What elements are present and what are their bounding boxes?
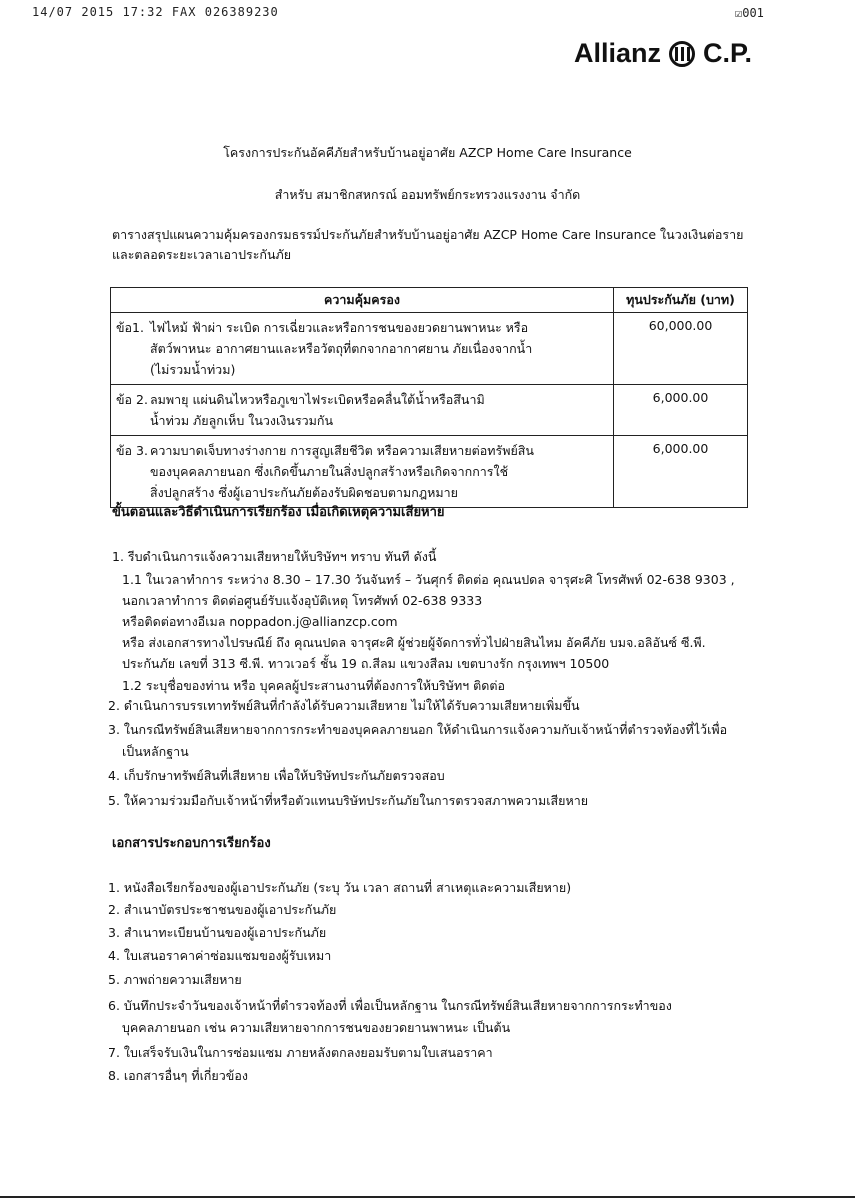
table-header-row bbox=[111, 288, 748, 313]
document-item: 2. สำเนาบัตรประชาชนของผู้เอาประกันภัย bbox=[108, 902, 337, 917]
intro-paragraph bbox=[112, 225, 772, 265]
document-item: 3. สำเนาทะเบียนบ้านของผู้เอาประกันภัย bbox=[108, 925, 327, 940]
clause-line: สิ่งปลูกสร้าง ซึ่งผู้เอาประกันภัยต้องรับผิดชอบตามกฎหมาย bbox=[150, 485, 458, 500]
claim-step: หรือติดต่อทางอีเมล noppadon.j@allianzcp.com bbox=[122, 614, 398, 629]
claim-step: 2. ดำเนินการบรรเทาทรัพย์สินที่กำลังได้รับความเสียหาย ไม่ให้ได้รับความเสียหายเพิ่มขึ้น bbox=[108, 698, 580, 713]
claim-step: เป็นหลักฐาน bbox=[122, 744, 189, 759]
document-item: 8. เอกสารอื่นๆ ที่เกี่ยวข้อง bbox=[108, 1068, 248, 1083]
claim-step: 1.2 ระบุชื่อของท่าน หรือ บุคคลผู้ประสานงานที่ต้องการให้บริษัทฯ ติดต่อ bbox=[122, 678, 506, 693]
claim-step: 1.1 ในเวลาทำการ ระหว่าง 8.30 – 17.30 วันจันทร์ – วันศุกร์ ติดต่อ คุณนปดล จารุศะศิ โทรศัพท์ 02-638 9303 , bbox=[122, 572, 735, 587]
logo-right-text: C.P. bbox=[703, 38, 753, 68]
clause-line: ความบาดเจ็บทางร่างกาย การสูญเสียชีวิต หรือความเสียหายต่อทรัพย์สิน bbox=[150, 443, 534, 458]
claim-step: ประกันภัย เลขที่ 313 ซี.พี. ทาวเวอร์ ชั้น 19 ถ.สีลม แขวงสีลม เขตบางรัก กรุงเทพฯ 10500 bbox=[122, 656, 610, 671]
claims-heading: ขั้นตอนและวิธีดำเนินการเรียกร้อง เมื่อเกิดเหตุความเสียหาย bbox=[112, 505, 445, 520]
claim-step: หรือ ส่งเอกสารทางไปรษณีย์ ถึง คุณนปดล จารุศะศิ ผู้ช่วยผู้จัดการทั่วไปฝ่ายสินไหม อัคคีภัย บมจ.อลิอันซ์ ซี.พี. bbox=[122, 635, 706, 650]
clause-line: ไฟไหม้ ฟ้าผ่า ระเบิด การเฉี่ยวและหรือการชนของยวดยานพาหนะ หรือ bbox=[150, 320, 529, 335]
document-item: 4. ใบเสนอราคาค่าซ่อมแซมของผู้รับเหมา bbox=[108, 948, 332, 963]
company-logo bbox=[574, 38, 752, 69]
claim-step: 1. รีบดำเนินการแจ้งความเสียหายให้บริษัทฯ ทราบ ทันที ดังนี้ bbox=[112, 549, 437, 564]
table-row bbox=[111, 313, 748, 385]
clause-line: ลมพายุ แผ่นดินไหวหรือภูเขาไฟระเบิดหรือคลื่นใต้น้ำหรือสึนามิ bbox=[150, 392, 485, 407]
fax-bottom-edge bbox=[0, 1196, 855, 1198]
document-title: โครงการประกันอัคคีภัยสำหรับบ้านอยู่อาศัย AZCP Home Care Insurance bbox=[223, 145, 632, 160]
clause-number: ข้อ 2. bbox=[116, 392, 148, 407]
claim-step: นอกเวลาทำการ ติดต่อศูนย์รับแจ้งอุบัติเหตุ โทรศัพท์ 02-638 9333 bbox=[122, 593, 483, 608]
claim-step: 3. ในกรณีทรัพย์สินเสียหายจากการกระทำของบุคคลภายนอก ให้ดำเนินการแจ้งความกับเจ้าหน้าที่ตำรวจท้องที่ไว้เพื่อ bbox=[108, 722, 728, 737]
clause-line: สัตว์พาหนะ อากาศยานและหรือวัตถุที่ตกจากอากาศยาน ภัยเนื่องจากน้ำ bbox=[150, 341, 533, 356]
clause-line: (ไม่รวมน้ำท่วม) bbox=[150, 362, 236, 377]
clause-amount: 6,000.00 bbox=[614, 436, 748, 508]
allianz-eagle-icon bbox=[669, 41, 695, 67]
clause-amount: 60,000.00 bbox=[614, 313, 748, 385]
document-subtitle: สำหรับ สมาชิกสหกรณ์ ออมทรัพย์กระทรวงแรงงาน จำกัด bbox=[274, 187, 581, 202]
clause-number: ข้อ1. bbox=[116, 320, 144, 335]
document-item: 7. ใบเสร็จรับเงินในการซ่อมแซม ภายหลังตกลงยอมรับตามใบเสนอราคา bbox=[108, 1045, 493, 1060]
clause-amount: 6,000.00 bbox=[614, 385, 748, 436]
coverage-table bbox=[110, 287, 748, 508]
clause-line: น้ำท่วม ภัยลูกเห็บ ในวงเงินรวมกัน bbox=[150, 413, 334, 428]
table-row bbox=[111, 436, 748, 508]
logo-left-text: Allianz bbox=[574, 38, 662, 68]
fax-page-number bbox=[735, 6, 764, 20]
header-coverage: ความคุ้มครอง bbox=[111, 288, 614, 313]
document-item: บุคคลภายนอก เช่น ความเสียหายจากการชนของยวดยานพาหนะ เป็นต้น bbox=[122, 1020, 511, 1035]
header-sum-insured: ทุนประกันภัย (บาท) bbox=[614, 288, 748, 313]
documents-heading: เอกสารประกอบการเรียกร้อง bbox=[112, 836, 271, 851]
document-item: 1. หนังสือเรียกร้องของผู้เอาประกันภัย (ระบุ วัน เวลา สถานที่ สาเหตุและความเสียหาย) bbox=[108, 880, 572, 895]
claim-step: 4. เก็บรักษาทรัพย์สินที่เสียหาย เพื่อให้บริษัทประกันภัยตรวจสอบ bbox=[108, 768, 445, 783]
clause-number: ข้อ 3. bbox=[116, 443, 148, 458]
intro-line: และตลอดระยะเวลาเอาประกันภัย bbox=[112, 247, 292, 262]
claim-step: 5. ให้ความร่วมมือกับเจ้าหน้าที่หรือตัวแทนบริษัทประกันภัยในการตรวจสภาพความเสียหาย bbox=[108, 793, 589, 808]
document-item: 6. บันทึกประจำวันของเจ้าหน้าที่ตำรวจท้องที่ เพื่อเป็นหลักฐาน ในกรณีทรัพย์สินเสียหายจากการกระทำของ bbox=[108, 998, 672, 1013]
fax-check-icon: ☑ bbox=[735, 6, 743, 20]
fax-page-value: 001 bbox=[742, 6, 764, 20]
fax-header: 14/07 2015 17:32 FAX 026389230 bbox=[32, 5, 279, 19]
clause-line: ของบุคคลภายนอก ซึ่งเกิดขึ้นภายในสิ่งปลูกสร้างหรือเกิดจากการใช้ bbox=[150, 464, 509, 479]
table-row bbox=[111, 385, 748, 436]
intro-line: ตารางสรุปแผนความคุ้มครองกรมธรรม์ประกันภัยสำหรับบ้านอยู่อาศัย AZCP Home Care Insurance ในวงเงินต่อราย bbox=[112, 227, 744, 242]
document-item: 5. ภาพถ่ายความเสียหาย bbox=[108, 972, 242, 987]
